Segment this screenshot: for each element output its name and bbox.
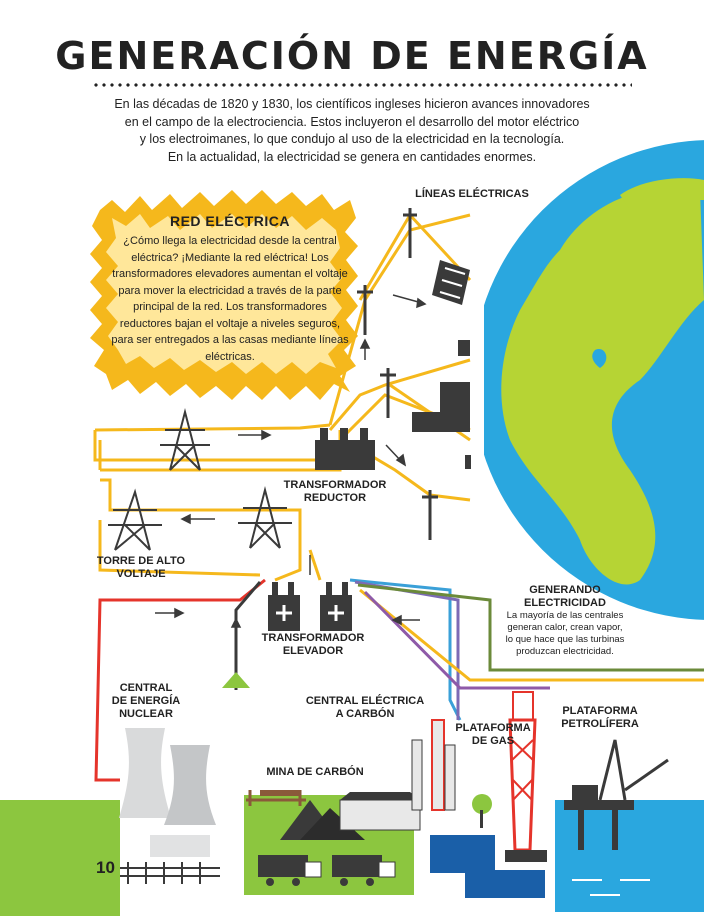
label-line: PLATAFORMA <box>562 705 638 717</box>
title-divider <box>92 82 632 88</box>
label-mina-carbon: MINA DE CARBÓN <box>266 766 364 778</box>
body-line: lo que hace que las turbinas <box>505 634 625 645</box>
earth <box>470 140 704 620</box>
generando-body <box>489 610 641 658</box>
body-line: La mayoría de las centrales <box>506 610 624 621</box>
label-line: A CARBÓN <box>335 708 395 720</box>
intro-line: y los electroimanes, lo que condujo al uso de la electricidad en la tecnología. <box>139 132 565 146</box>
label-line: VOLTAJE <box>116 568 166 580</box>
label-plataforma-petrolifera <box>550 705 650 731</box>
intro-line: En las décadas de 1820 y 1830, los científicos ingleses hicieron avances innovadores <box>114 97 590 111</box>
label-line: DE ENERGÍA <box>111 695 181 707</box>
label-central-carbon <box>300 695 430 721</box>
label-line: CENTRAL ELÉCTRICA <box>305 695 425 707</box>
label-torre-alto-voltaje <box>86 555 196 581</box>
title-line: GENERANDO <box>529 584 601 596</box>
intro-line: en el campo de la electrociencia. Estos incluyeron el desarrollo del motor eléctrico <box>124 114 580 129</box>
transformers <box>268 428 375 631</box>
label-line: PETROLÍFERA <box>561 718 639 730</box>
label-line: TRANSFORMADOR <box>261 632 365 644</box>
label-line: TORRE DE ALTO <box>96 555 186 567</box>
label-lineas-electricas: LÍNEAS ELÉCTRICAS <box>415 188 529 200</box>
label-line: ELEVADOR <box>282 645 344 657</box>
label-line: NUCLEAR <box>119 708 173 720</box>
red-electrica-title: RED ELÉCTRICA <box>169 213 291 229</box>
red-electrica-body: ¿Cómo llega la electricidad desde la central eléctrica? ¡Mediante la red eléctrica! Los transformadores elevadores aumentan el voltaje para mover la electricidad a través de la parte principal de la red. Los transformadores reductores bajan el voltaje a niveles seguros, para ser entregados a las casas mediante líneas eléctricas. <box>111 235 349 363</box>
title-line: ELECTRICIDAD <box>524 597 606 609</box>
label-line: DE GAS <box>471 735 515 747</box>
label-line: PLATAFORMA <box>455 722 531 734</box>
label-line: REDUCTOR <box>303 492 367 504</box>
body-line: produzcan electricidad. <box>516 646 614 657</box>
intro-paragraph <box>70 96 634 166</box>
label-central-nuclear <box>96 682 196 721</box>
label-transformador-reductor <box>270 479 400 505</box>
page-title: GENERACIÓN DE ENERGÍA <box>55 34 649 78</box>
intro-line: En la actualidad, la electricidad se genera en cantidades enormes. <box>167 149 537 164</box>
label-transformador-elevador <box>248 632 378 658</box>
label-line: TRANSFORMADOR <box>283 479 387 491</box>
generando-title <box>495 584 635 610</box>
houses <box>412 260 471 469</box>
body-line: generan calor, crean vapor, <box>507 622 623 633</box>
label-plataforma-gas <box>452 722 534 748</box>
label-line: CENTRAL <box>119 682 173 694</box>
page-number: 10 <box>96 858 115 877</box>
